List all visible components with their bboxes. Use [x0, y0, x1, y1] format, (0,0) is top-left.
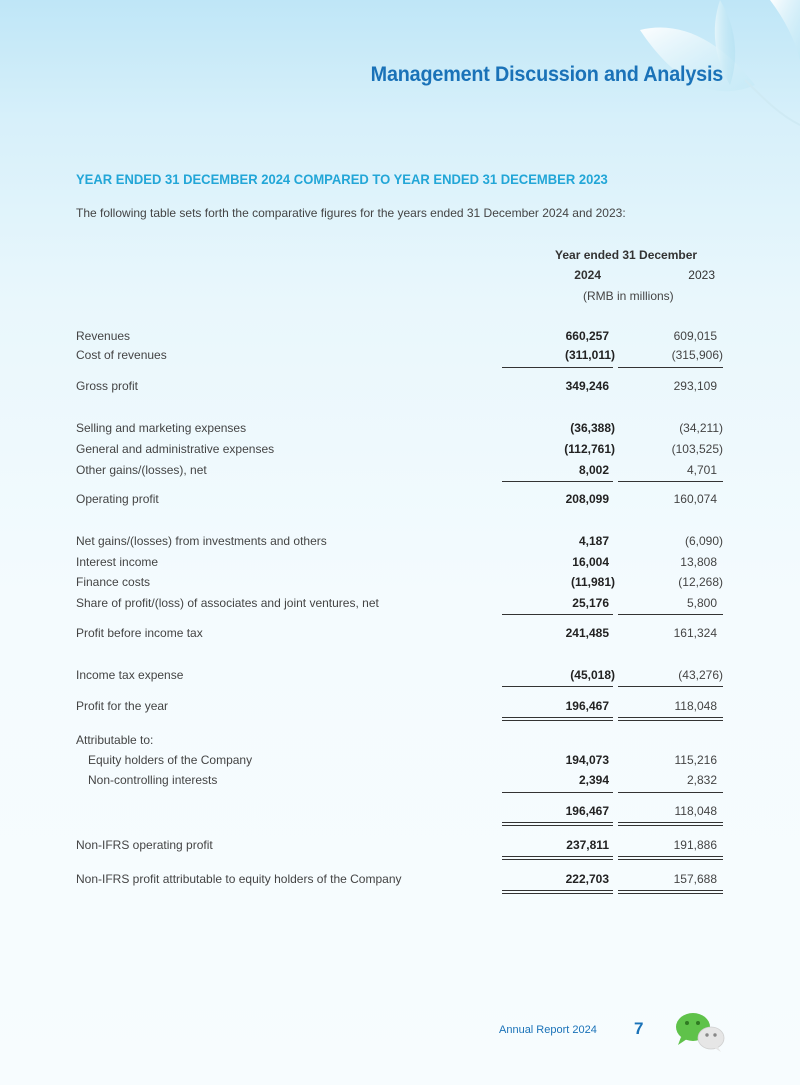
value-2024: (311,011) — [564, 348, 615, 362]
value-2023: 609,015 — [673, 329, 717, 343]
value-2024: 2,394 — [578, 773, 609, 787]
value-2024: (112,761) — [564, 442, 615, 456]
value-2023: 5,800 — [686, 596, 717, 610]
row-label: Share of profit/(loss) of associates and joint ventures, net — [76, 596, 379, 610]
value-2024: (11,981) — [570, 575, 615, 589]
row-label: Interest income — [76, 555, 159, 569]
total-rule — [502, 856, 613, 857]
row-label: Selling and marketing expenses — [76, 421, 247, 435]
value-2024: 237,811 — [566, 838, 609, 852]
table-row — [0, 348, 800, 364]
column-header-2023: 2023 — [688, 268, 715, 282]
table-row — [0, 626, 800, 642]
row-label: Attributable to: — [76, 733, 154, 747]
row-label: Non-IFRS profit attributable to equity holders of the Company — [76, 872, 402, 886]
table-row — [0, 379, 800, 395]
page-number: 7 — [634, 1019, 644, 1038]
table-row — [0, 773, 800, 789]
column-group-header: Year ended 31 December — [555, 248, 698, 262]
value-2023: (34,211) — [679, 421, 723, 435]
total-rule — [502, 825, 613, 826]
table-row — [0, 804, 800, 820]
row-label: Profit for the year — [76, 699, 169, 713]
subtotal-rule — [502, 792, 613, 793]
subtotal-rule — [502, 686, 613, 687]
total-rule — [502, 720, 613, 721]
value-2023: (6,090) — [684, 534, 723, 548]
value-2024: 660,257 — [565, 329, 609, 343]
subtotal-rule — [618, 686, 723, 687]
total-rule — [502, 859, 613, 860]
footer-report-label: Annual Report 2024 — [499, 1024, 597, 1036]
value-2024: (36,388) — [570, 421, 615, 435]
table-row — [0, 492, 800, 508]
value-2024: 16,004 — [572, 555, 609, 569]
table-row — [0, 463, 800, 479]
table-row — [0, 555, 800, 571]
value-2023: (43,276) — [678, 668, 723, 682]
value-2023: 4,701 — [686, 463, 717, 477]
total-rule — [502, 717, 613, 718]
table-row — [0, 534, 800, 550]
row-label: Equity holders of the Company — [88, 753, 253, 767]
row-label: Income tax expense — [76, 668, 184, 682]
total-rule — [502, 822, 613, 823]
total-rule — [502, 890, 613, 891]
value-2024: 196,467 — [565, 699, 609, 713]
value-2023: 2,832 — [686, 773, 717, 787]
value-2024: 196,467 — [565, 804, 609, 818]
total-rule — [618, 890, 723, 891]
subtotal-rule — [618, 481, 723, 482]
total-rule — [618, 822, 723, 823]
value-2024: 349,246 — [565, 379, 609, 393]
row-label: General and administrative expenses — [76, 442, 275, 456]
value-2023: 118,048 — [674, 804, 717, 818]
total-rule — [618, 856, 723, 857]
row-label: Profit before income tax — [76, 626, 203, 640]
table-row — [0, 668, 800, 684]
subtotal-rule — [502, 481, 613, 482]
row-label: Operating profit — [76, 492, 159, 506]
table-row — [0, 753, 800, 769]
value-2024: (45,018) — [570, 668, 615, 682]
value-2023: 13,808 — [680, 555, 717, 569]
total-rule — [502, 893, 613, 894]
table-row — [0, 575, 800, 591]
value-2023: (12,268) — [678, 575, 723, 589]
table-row — [0, 838, 800, 854]
table-row — [0, 442, 800, 458]
table-row — [0, 329, 800, 345]
value-2023: (315,906) — [671, 348, 723, 362]
value-2023: 115,216 — [674, 753, 717, 767]
value-2023: 191,886 — [673, 838, 717, 852]
total-rule — [618, 859, 723, 860]
value-2024: 208,099 — [565, 492, 609, 506]
row-label: Finance costs — [76, 575, 151, 589]
total-rule — [618, 720, 723, 721]
value-2024: 194,073 — [565, 753, 609, 767]
table-row — [0, 733, 800, 749]
value-2023: 118,048 — [674, 699, 717, 713]
row-label: Other gains/(losses), net — [76, 463, 207, 477]
row-label: Non-IFRS operating profit — [76, 838, 213, 852]
section-heading: YEAR ENDED 31 DECEMBER 2024 COMPARED TO YEAR ENDED 31 DECEMBER 2023 — [76, 171, 608, 187]
intro-paragraph: The following table sets forth the comparative figures for the years ended 31 December 2024 and 2023: — [76, 206, 626, 220]
row-label: Revenues — [76, 329, 131, 343]
table-row — [0, 699, 800, 715]
value-2024: 241,485 — [565, 626, 609, 640]
subtotal-rule — [502, 614, 613, 615]
value-2024: 8,002 — [578, 463, 609, 477]
value-2024: 4,187 — [578, 534, 609, 548]
row-label: Cost of revenues — [76, 348, 167, 362]
table-row — [0, 596, 800, 612]
value-2024: 25,176 — [572, 596, 609, 610]
chat-bubbles-icon — [673, 1009, 727, 1053]
column-header-2024: 2024 — [574, 268, 601, 282]
value-2023: (103,525) — [671, 442, 723, 456]
subtotal-rule — [618, 614, 723, 615]
value-2023: 157,688 — [673, 872, 717, 886]
row-label: Non-controlling interests — [88, 773, 218, 787]
page-header-title: Management Discussion and Analysis — [370, 62, 723, 86]
total-rule — [618, 893, 723, 894]
value-2023: 293,109 — [673, 379, 717, 393]
total-rule — [618, 717, 723, 718]
total-rule — [618, 825, 723, 826]
column-unit-label: (RMB in millions) — [583, 289, 674, 303]
value-2023: 160,074 — [673, 492, 717, 506]
value-2023: 161,324 — [673, 626, 717, 640]
table-row — [0, 872, 800, 888]
row-label: Net gains/(losses) from investments and others — [76, 534, 327, 548]
row-label: Gross profit — [76, 379, 139, 393]
subtotal-rule — [618, 792, 723, 793]
table-row — [0, 421, 800, 437]
value-2024: 222,703 — [565, 872, 609, 886]
subtotal-rule — [618, 367, 723, 368]
subtotal-rule — [502, 367, 613, 368]
